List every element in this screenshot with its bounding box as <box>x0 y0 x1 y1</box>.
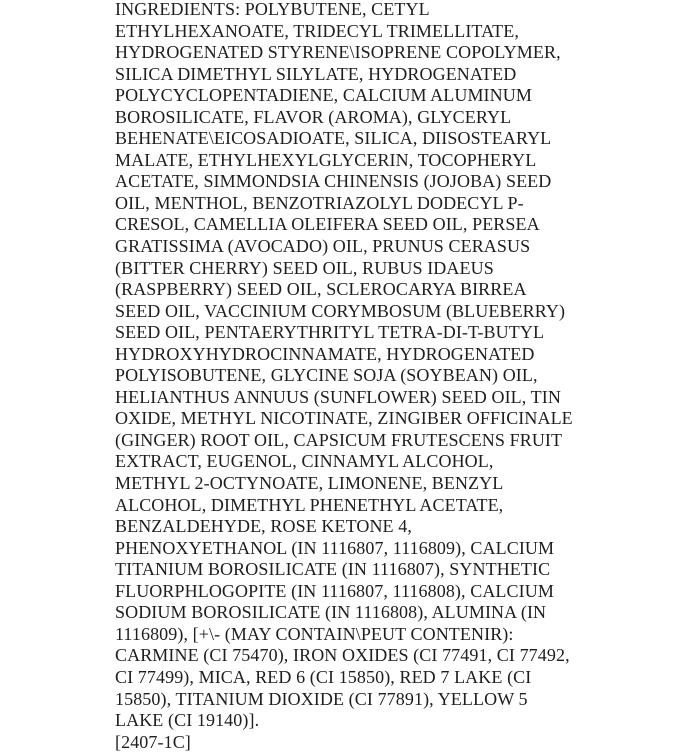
text-line: POLYISOBUTENE, GLYCINE SOJA (SOYBEAN) OIL, <box>115 365 538 386</box>
text-line: (BITTER CHERRY) SEED OIL, RUBUS IDAEUS <box>115 257 494 278</box>
text-line: CARMINE (CI 75470), IRON OXIDES (CI 77491, CI 77492, <box>115 645 570 666</box>
text-line: GRATISSIMA (AVOCADO) OIL, PRUNUS CERASUS <box>115 236 531 257</box>
text-line: OXIDE, METHYL NICOTINATE, ZINGIBER OFFICINALE <box>115 408 573 429</box>
text-line: SILICA DIMETHYL SILYLATE, HYDROGENATED <box>115 63 517 84</box>
ingredients-text-block <box>115 0 679 753</box>
text-line: HYDROXYHYDROCINNAMATE, HYDROGENATED <box>115 343 535 364</box>
text-line: BENZALDEHYDE, ROSE KETONE 4, <box>115 516 412 537</box>
text-line: 1116809), [+\- (MAY CONTAIN\PEUT CONTENIR): <box>115 623 514 644</box>
text-line: [2407-1C] <box>115 731 191 752</box>
text-line: BEHENATE\EICOSADIOATE, SILICA, DIISOSTEARYL <box>115 128 552 149</box>
text-line: (GINGER) ROOT OIL, CAPSICUM FRUTESCENS FRUIT <box>115 429 563 450</box>
text-line: POLYCYCLOPENTADIENE, CALCIUM ALUMINUM <box>115 85 532 106</box>
text-line: HYDROGENATED STYRENE\ISOPRENE COPOLYMER, <box>115 42 561 63</box>
text-line: TITANIUM BOROSILICATE (IN 1116807), SYNTHETIC <box>115 559 551 580</box>
text-line: ACETATE, SIMMONDSIA CHINENSIS (JOJOBA) SEED <box>115 171 552 192</box>
text-line: BOROSILICATE, FLAVOR (AROMA), GLYCERYL <box>115 106 512 127</box>
text-line: LAKE (CI 19140)]. <box>115 710 260 731</box>
text-line: SODIUM BOROSILICATE (IN 1116808), ALUMINA (IN <box>115 602 547 623</box>
text-line: ALCOHOL, DIMETHYL PHENETHYL ACETATE, <box>115 494 504 515</box>
text-line: (RASPBERRY) SEED OIL, SCLEROCARYA BIRREA <box>115 279 527 300</box>
text-line: EXTRACT, EUGENOL, CINNAMYL ALCOHOL, <box>115 451 494 472</box>
text-line: ETHYLHEXANOATE, TRIDECYL TRIMELLITATE, <box>115 20 519 41</box>
text-line: SEED OIL, PENTAERYTHRITYL TETRA-DI-T-BUTYL <box>115 322 545 343</box>
text-line: FLUORPHLOGOPITE (IN 1116807, 1116808), CALCIUM <box>115 580 554 601</box>
text-line: CI 77499), MICA, RED 6 (CI 15850), RED 7 LAKE (CI <box>115 666 532 687</box>
text-line: 15850), TITANIUM DIOXIDE (CI 77891), YELLOW 5 <box>115 688 528 709</box>
text-line: PHENOXYETHANOL (IN 1116807, 1116809), CALCIUM <box>115 537 555 558</box>
text-line: MALATE, ETHYLHEXYLGLYCERIN, TOCOPHERYL <box>115 149 537 170</box>
text-line: METHYL 2-OCTYNOATE, LIMONENE, BENZYL <box>115 473 504 494</box>
text-line: HELIANTHUS ANNUUS (SUNFLOWER) SEED OIL, TIN <box>115 386 561 407</box>
text-line: INGREDIENTS: POLYBUTENE, CETYL <box>115 0 430 19</box>
text-line: SEED OIL, VACCINIUM CORYMBOSUM (BLUEBERRY) <box>115 300 566 321</box>
text-line: OIL, MENTHOL, BENZOTRIAZOLYL DODECYL P- <box>115 192 524 213</box>
text-line: CRESOL, CAMELLIA OLEIFERA SEED OIL, PERSEA <box>115 214 540 235</box>
